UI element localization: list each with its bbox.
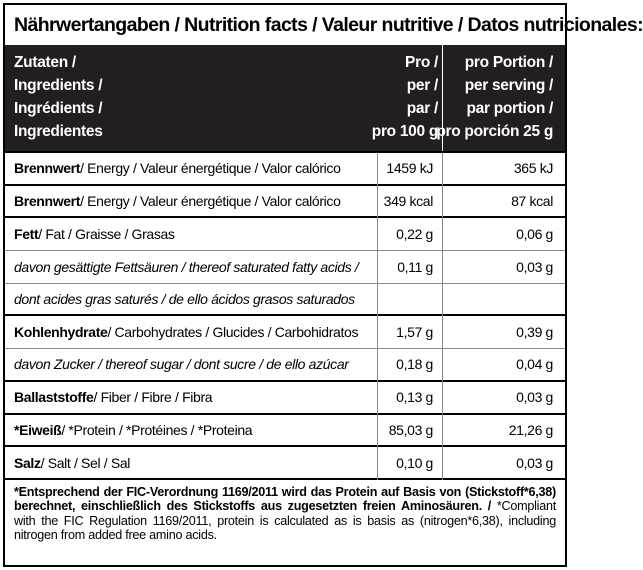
table-row — [5, 382, 565, 415]
header-line: Ingrédients / — [14, 100, 103, 117]
value-per-100g: 1459 kJ — [386, 160, 433, 177]
footnote-german: *Entsprechend der FIC-Verordnung 1169/2011 wird das Protein auf Basis von (Stickstoff*6,38) berechnet, einschließlich des Stickstoffs aus zugesetzten freien Aminosäuren. / — [14, 484, 556, 514]
nutrient-name: Ballaststoffe — [14, 389, 94, 406]
value-per-100g: 0,13 g — [396, 389, 433, 406]
row-label — [14, 415, 252, 446]
value-per-portion: 21,26 g — [508, 421, 553, 438]
value-per-portion: 365 kJ — [513, 160, 553, 177]
value-per-100g: 349 kcal — [383, 193, 433, 210]
row-label — [14, 349, 349, 380]
nutrient-translations: / Fiber / Fibre / Fibra — [93, 389, 213, 406]
table-row — [5, 186, 565, 219]
value-per-100g: 0,11 g — [397, 258, 433, 275]
header-line: pro Portion / — [464, 54, 553, 71]
nutrient-translations: davon gesättigte Fettsäuren / thereof saturated fatty acids / — [14, 258, 359, 275]
value-per-portion: 0,39 g — [516, 324, 553, 341]
table-row — [5, 349, 565, 382]
row-label — [14, 316, 358, 348]
nutrient-name: Brennwert — [14, 193, 81, 210]
nutrient-name: Brennwert — [14, 160, 81, 177]
row-label — [14, 251, 358, 283]
row-label — [14, 447, 130, 478]
row-label — [14, 382, 212, 413]
value-per-portion: 87 kcal — [511, 193, 553, 210]
nutrient-translations: / Fat / Graisse / Grasas — [38, 226, 175, 243]
header-line: Ingredientes — [14, 123, 103, 140]
protein-footnote — [5, 480, 565, 543]
header-per-100g — [372, 51, 438, 143]
value-per-100g: 0,10 g — [396, 454, 433, 471]
header-line: par / — [406, 100, 438, 117]
nutrient-translations: dont acides gras saturés / de ello ácidos grasos saturados — [14, 291, 355, 308]
nutrient-name: *Eiweiß — [14, 421, 62, 438]
value-per-portion: 0,06 g — [516, 226, 553, 243]
row-label — [14, 218, 175, 250]
table-row — [5, 218, 565, 251]
value-per-portion: 0,03 g — [516, 454, 553, 471]
value-per-100g: 0,18 g — [396, 356, 433, 373]
header-line: par portion / — [466, 100, 553, 117]
header-line: Ingredients / — [14, 77, 103, 94]
nutrient-name: Kohlenhydrate — [14, 324, 108, 341]
nutrient-name: Fett — [14, 226, 39, 243]
header-line: Zutaten / — [14, 54, 76, 71]
row-label — [14, 153, 341, 184]
table-row — [5, 316, 565, 349]
header-ingredients — [14, 51, 103, 143]
header-line: pro 100 g — [371, 123, 438, 140]
value-per-portion: 0,03 g — [516, 258, 553, 275]
nutrition-table — [5, 151, 565, 480]
header-line: per / — [406, 77, 438, 94]
table-header — [5, 45, 565, 151]
value-per-portion: 0,04 g — [516, 356, 553, 373]
table-row — [5, 447, 565, 480]
value-per-100g: 85,03 g — [388, 421, 433, 438]
table-row — [5, 251, 565, 284]
label-title: Nährwertangaben / Nutrition facts / Valeur nutritive / Datos nutricionales: — [14, 13, 643, 36]
column-divider — [377, 153, 378, 480]
table-row — [5, 153, 565, 186]
header-line: per serving / — [464, 77, 553, 94]
nutrient-translations: davon Zucker / thereof sugar / dont sucre / de ello azúcar — [14, 356, 349, 373]
header-line: Pro / — [405, 54, 438, 71]
value-per-portion: 0,03 g — [516, 389, 553, 406]
nutrient-name: Salz — [14, 454, 41, 471]
header-line: pro porción 25 g — [436, 123, 553, 140]
footnote-english: *Compliant with the FIC Regulation 1169/2011, protein is calculated as is basis as (nitrogen*6,38), including nitrogen from added free amino acids. — [14, 499, 556, 543]
row-label — [14, 284, 355, 315]
table-row — [5, 415, 565, 448]
nutrient-translations: / *Protein / *Protéines / *Proteina — [61, 421, 253, 438]
nutrition-label — [3, 3, 643, 567]
row-label — [14, 186, 341, 217]
nutrient-translations: / Energy / Valeur énergétique / Valor calórico — [80, 160, 341, 177]
column-divider — [442, 153, 443, 480]
nutrient-translations: / Energy / Valeur énergétique / Valor calórico — [80, 193, 341, 210]
value-per-100g: 1,57 g — [396, 324, 433, 341]
table-row — [5, 284, 565, 317]
header-per-portion — [436, 51, 553, 143]
nutrient-translations: / Carbohydrates / Glucides / Carbohidratos — [107, 324, 359, 341]
nutrient-translations: / Salt / Sel / Sal — [40, 454, 131, 471]
value-per-100g: 0,22 g — [396, 226, 433, 243]
